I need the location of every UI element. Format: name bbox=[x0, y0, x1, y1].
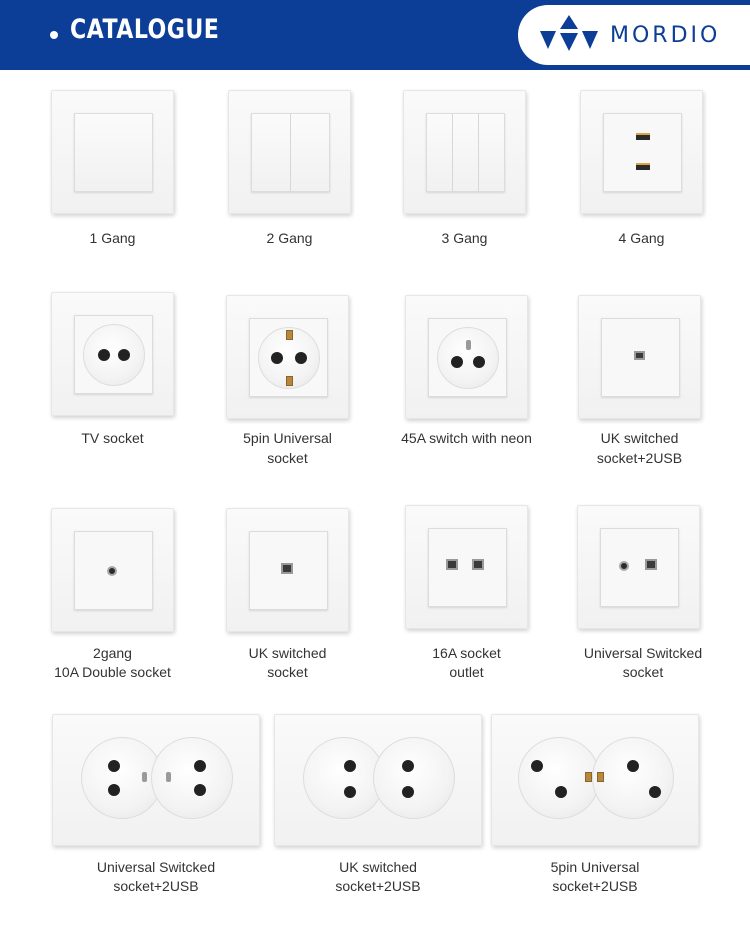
socket-pin-icon bbox=[531, 760, 543, 772]
rocker-switch bbox=[251, 113, 330, 192]
coax-port-icon bbox=[107, 566, 117, 576]
product-label: 3 Gang bbox=[441, 230, 488, 246]
tv-module bbox=[74, 531, 153, 610]
product-image bbox=[405, 295, 528, 419]
catalogue-header bbox=[0, 0, 750, 70]
page-title: CATALOGUE bbox=[70, 14, 220, 45]
socket-pin-icon bbox=[451, 356, 463, 368]
usb-module bbox=[603, 113, 682, 192]
rocker-switch bbox=[74, 113, 153, 192]
product-image bbox=[577, 505, 700, 629]
socket-module bbox=[249, 318, 328, 397]
earth-pin-icon bbox=[142, 772, 147, 782]
coax-port-icon bbox=[619, 561, 629, 571]
product-label-line1: 16A socket bbox=[432, 645, 501, 661]
socket-pin-icon bbox=[627, 760, 639, 772]
product-label-line1: 5pin Universal bbox=[243, 430, 332, 446]
brand-logo[interactable] bbox=[518, 5, 750, 65]
product-label-line2: socket bbox=[267, 450, 308, 466]
socket-pin-icon bbox=[344, 760, 356, 772]
product-label-line2: 10A Double socket bbox=[54, 664, 171, 680]
socket-module bbox=[428, 318, 507, 397]
product-label-line2: socket+2USB bbox=[335, 878, 421, 894]
usb-port-icon bbox=[636, 133, 650, 140]
product-label-line1: Universal Switcked bbox=[583, 645, 703, 661]
product-label-line1: UK switched bbox=[339, 859, 417, 875]
product-label-line2: socket bbox=[622, 664, 664, 680]
product-label-line1: Universal Switcked bbox=[96, 859, 216, 875]
product-image bbox=[228, 90, 351, 214]
earth-pin-icon bbox=[466, 340, 471, 350]
product-image bbox=[274, 714, 482, 846]
earth-clip-icon bbox=[286, 376, 293, 386]
product-image bbox=[51, 508, 174, 632]
product-image bbox=[491, 714, 699, 846]
product-label-line2: socket+2USB bbox=[596, 450, 683, 466]
product-label-line1: UK switched bbox=[248, 645, 327, 661]
socket-pin-icon bbox=[108, 784, 120, 796]
data-module bbox=[249, 531, 328, 610]
product-image bbox=[405, 505, 528, 629]
socket-pin-icon bbox=[108, 760, 120, 772]
product-label: TV socket bbox=[81, 430, 144, 446]
rj45-port-icon bbox=[472, 559, 484, 570]
brand-name: MORDIO bbox=[610, 23, 721, 48]
rocker-switch bbox=[426, 113, 505, 192]
product-image bbox=[52, 714, 260, 846]
bullet-icon bbox=[50, 31, 58, 39]
socket-pin-icon bbox=[402, 786, 414, 798]
product-label-line2: socket+2USB bbox=[113, 878, 199, 894]
socket-pin-icon bbox=[344, 786, 356, 798]
rj45-port-icon bbox=[281, 563, 293, 574]
rj45-port-icon bbox=[446, 559, 458, 570]
earth-clip-icon bbox=[286, 330, 293, 340]
product-label-line2: socket+2USB bbox=[552, 878, 638, 894]
product-label: 2 Gang bbox=[266, 230, 313, 246]
product-image bbox=[578, 295, 701, 419]
data-module bbox=[601, 318, 680, 397]
product-label: 45A switch with neon bbox=[401, 430, 532, 446]
socket-pin-icon bbox=[98, 349, 110, 361]
socket-pin-icon bbox=[402, 760, 414, 772]
socket-pin-icon bbox=[555, 786, 567, 798]
product-image bbox=[51, 90, 174, 214]
socket-pin-icon bbox=[271, 352, 283, 364]
socket-pin-icon bbox=[295, 352, 307, 364]
product-label: 4 Gang bbox=[618, 230, 665, 246]
product-image bbox=[226, 295, 349, 419]
socket-pin-icon bbox=[194, 760, 206, 772]
product-label-line1: UK switched bbox=[600, 430, 679, 446]
socket-pin-icon bbox=[118, 349, 130, 361]
earth-pin-icon bbox=[166, 772, 171, 782]
product-label-line1: 2gang bbox=[93, 645, 132, 661]
socket-module bbox=[74, 315, 153, 394]
product-label-line1: 5pin Universal bbox=[550, 859, 640, 875]
product-image bbox=[51, 292, 174, 416]
product-image bbox=[226, 508, 349, 632]
product-label-line2: socket bbox=[267, 664, 308, 680]
product-label: 1 Gang bbox=[89, 230, 136, 246]
socket-pin-icon bbox=[649, 786, 661, 798]
product-image bbox=[403, 90, 526, 214]
data-module bbox=[428, 528, 507, 607]
mordio-logo-icon bbox=[538, 15, 600, 55]
socket-pin-icon bbox=[194, 784, 206, 796]
earth-clip-icon bbox=[585, 772, 592, 782]
product-label-line2: outlet bbox=[449, 664, 484, 680]
rj45-port-icon bbox=[634, 351, 645, 360]
rj45-port-icon bbox=[645, 559, 657, 570]
socket-pin-icon bbox=[473, 356, 485, 368]
earth-clip-icon bbox=[597, 772, 604, 782]
usb-port-icon bbox=[636, 163, 650, 170]
tv-data-module bbox=[600, 528, 679, 607]
product-image bbox=[580, 90, 703, 214]
